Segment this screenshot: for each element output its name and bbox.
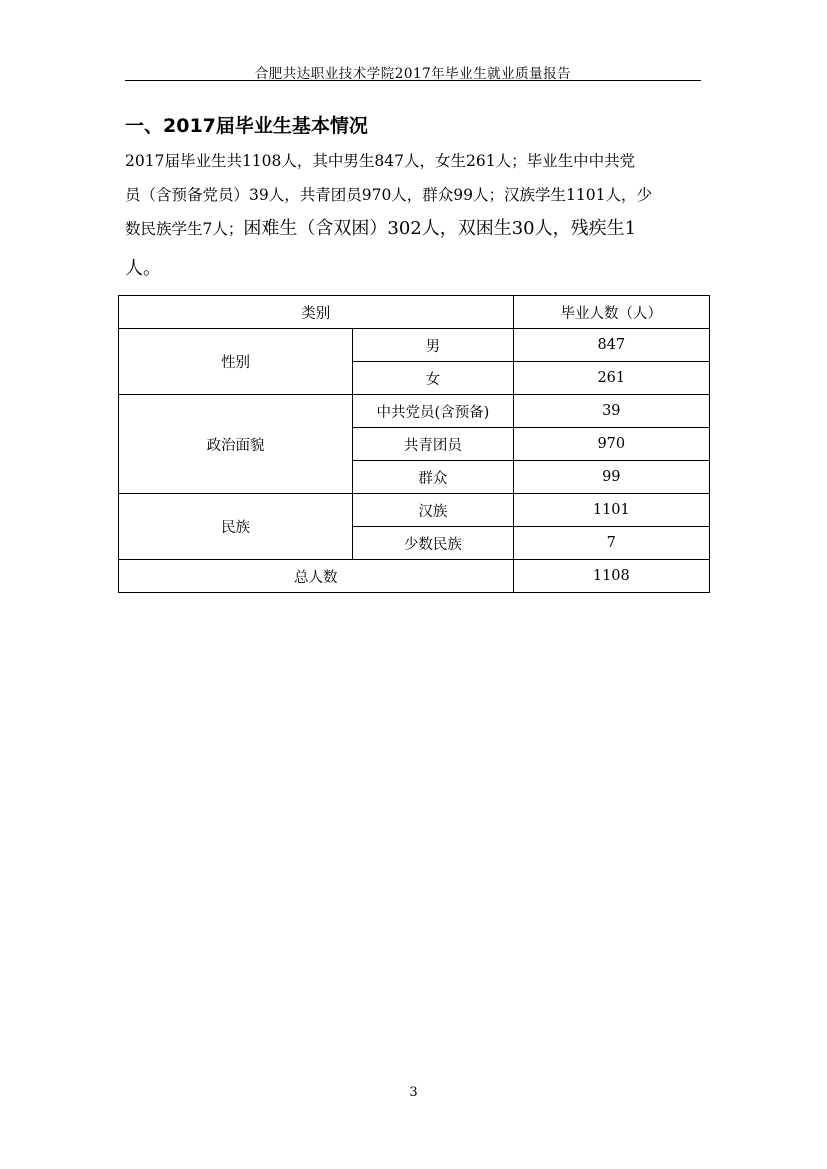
party-label-cell: 中共党员(含预备) bbox=[353, 395, 513, 428]
paragraph-line-3 bbox=[125, 212, 710, 246]
graduate-stats-table bbox=[118, 295, 710, 593]
group-politics-cell: 政治面貌 bbox=[119, 395, 353, 494]
paragraph-line-2: 员（含预备党员）39人，共青团员970人，群众99人；汉族学生1101人，少 bbox=[125, 186, 652, 204]
masses-label-cell: 群众 bbox=[353, 461, 513, 494]
header-category-cell: 类别 bbox=[119, 296, 514, 329]
masses-count-cell: 99 bbox=[513, 461, 709, 494]
section-title: 一、2017届毕业生基本情况 bbox=[125, 115, 368, 137]
paragraph-line-1: 2017届毕业生共1108人，其中男生847人，女生261人；毕业生中中共党 bbox=[125, 152, 636, 170]
table-header-row bbox=[119, 296, 710, 329]
female-label-cell: 女 bbox=[353, 362, 513, 395]
table-row bbox=[119, 395, 710, 428]
han-label-cell: 汉族 bbox=[353, 494, 513, 527]
minority-count-cell: 7 bbox=[513, 527, 709, 560]
paragraph-line-3b: 困难生（含双困）302人，双困生30人，残疾生1 bbox=[243, 218, 637, 239]
female-count-cell: 261 bbox=[513, 362, 709, 395]
group-ethnicity-cell: 民族 bbox=[119, 494, 353, 560]
minority-label-cell: 少数民族 bbox=[353, 527, 513, 560]
han-count-cell: 1101 bbox=[513, 494, 709, 527]
paragraph-line-3a: 数民族学生7人； bbox=[125, 220, 244, 238]
table-total-row bbox=[119, 560, 710, 593]
header-count-cell: 毕业人数（人） bbox=[513, 296, 709, 329]
group-gender-cell: 性别 bbox=[119, 329, 353, 395]
total-count-cell: 1108 bbox=[513, 560, 709, 593]
header-divider bbox=[125, 80, 701, 81]
table-row bbox=[119, 494, 710, 527]
page-number: 3 bbox=[409, 1085, 418, 1100]
report-header: 合肥共达职业技术学院2017年毕业生就业质量报告 bbox=[254, 66, 572, 82]
male-label-cell: 男 bbox=[353, 329, 513, 362]
league-count-cell: 970 bbox=[513, 428, 709, 461]
table-row bbox=[119, 329, 710, 362]
total-label-cell: 总人数 bbox=[119, 560, 514, 593]
party-count-cell: 39 bbox=[513, 395, 709, 428]
paragraph-line-4: 人。 bbox=[125, 258, 161, 279]
male-count-cell: 847 bbox=[513, 329, 709, 362]
league-label-cell: 共青团员 bbox=[353, 428, 513, 461]
